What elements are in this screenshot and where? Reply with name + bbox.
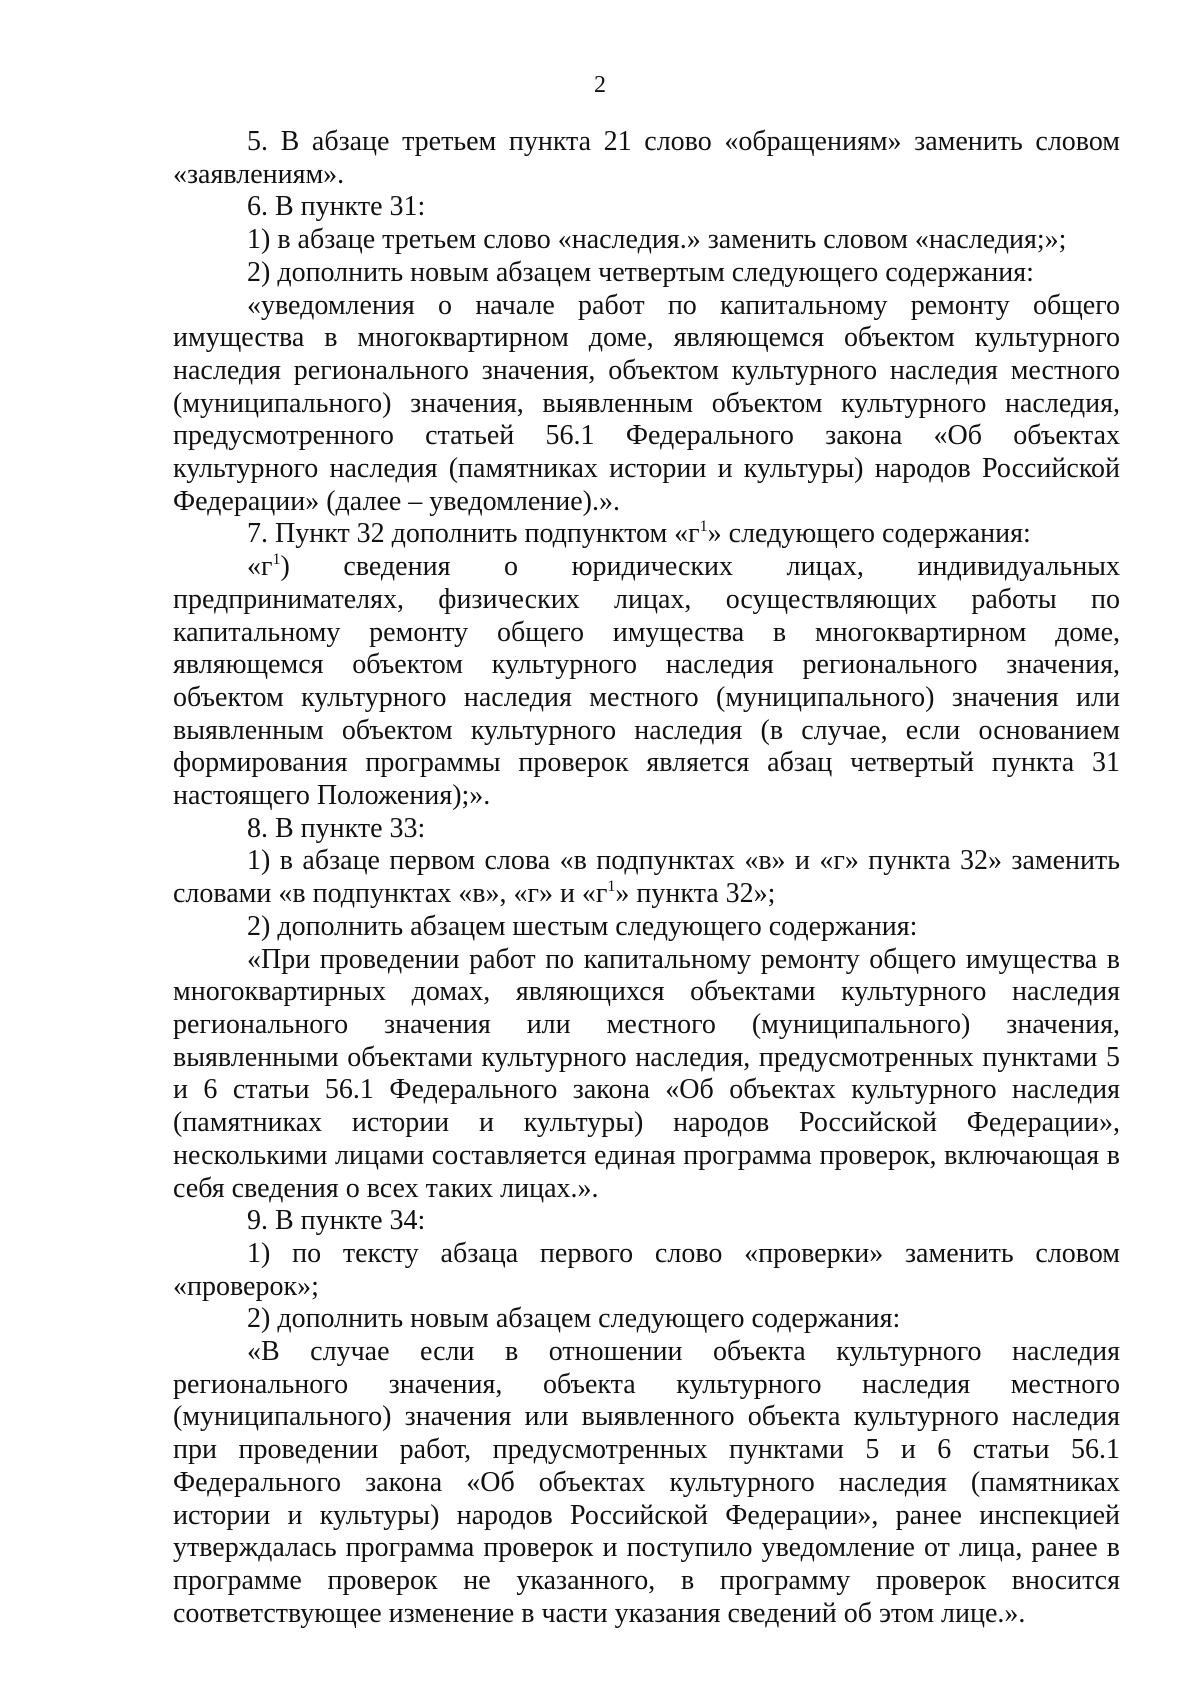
- paragraph-8-item-2: 2) дополнить абзацем шестым следующего содержания:: [247, 910, 918, 942]
- paragraph-7-quote-after: ) сведения о юридических лицах, индивидуальных предпринимателях, физических лицах, осуществляющих работы по капитальному ремонту общего имущества в многоквартирном доме, являющемся объектом культурного наследия регионального значения, объектом культурного наследия местного (муниципального) значения или выявленным объектом культурного наследия (в случае, если основанием формирования программы проверок является абзац четвертый пункта 31 настоящего Положения);».: [173, 551, 1120, 812]
- superscript-marker: 1: [699, 518, 708, 536]
- document-body: [173, 126, 1120, 1630]
- paragraph-8-quote: «При проведении работ по капитальному ремонту общего имущества в многоквартирных домах, являющихся объектами культурного наследия регионального значения или местного (муниципального) значения, выявленными объектами культурного наследия, предусмотренных пунктами 5 и 6 статьи 56.1 Федерального закона «Об объектах культурного наследия (памятниках истории и культуры) народов Российской Федерации», несколькими лицами составляется единая программа проверок, включающая в себя сведения о всех таких лицах.».: [173, 943, 1120, 1204]
- paragraph-9-item-1: 1) по тексту абзаца первого слово «проверки» заменить словом «проверок»;: [173, 1237, 1120, 1302]
- superscript-marker: 1: [272, 551, 281, 569]
- paragraph-8-item-1: [173, 845, 1120, 910]
- paragraph-9-quote: «В случае если в отношении объекта культурного наследия регионального значения, объекта культурного наследия местного (муниципального) значения или выявленного объекта культурного наследия при проведении работ, предусмотренных пунктами 5 и 6 статьи 56.1 Федерального закона «Об объектах культурного наследия (памятниках истории и культуры) народов Российской Федерации», ранее инспекцией утверждалась программа проверок и поступило уведомление от лица, ранее в программе проверок не указанного, в программу проверок вносится соответствующее изменение в части указания сведений об этом лице.».: [173, 1336, 1120, 1629]
- paragraph-7-quote: [173, 551, 1120, 813]
- paragraph-5: 5. В абзаце третьем пункта 21 слово «обращениям» заменить словом «заявлениям».: [173, 126, 1120, 190]
- paragraph-7-text-before: 7. Пункт 32 дополнить подпунктом «г: [247, 518, 700, 550]
- paragraph-8-heading: 8. В пункте 33:: [247, 812, 426, 844]
- paragraph-7-quote-before: «г: [247, 551, 273, 583]
- paragraph-9-item-2: 2) дополнить новым абзацем следующего содержания:: [247, 1303, 901, 1335]
- paragraph-6-item-1: 1) в абзаце третьем слово «наследия.» заменить словом «наследия;»;: [247, 224, 1067, 256]
- page-number: 2: [594, 72, 606, 98]
- paragraph-9-heading: 9. В пункте 34:: [247, 1205, 426, 1237]
- paragraph-6-heading: 6. В пункте 31:: [247, 191, 426, 223]
- superscript-marker: 1: [607, 878, 616, 896]
- paragraph-6-item-2: 2) дополнить новым абзацем четвертым следующего содержания:: [247, 256, 1034, 288]
- paragraph-6-quote: «уведомления о начале работ по капитальному ремонту общего имущества в многоквартирном доме, являющемся объектом культурного наследия регионального значения, объектом культурного наследия местного (муниципального) значения, выявленным объектом культурного наследия, предусмотренного статьей 56.1 Федерального закона «Об объектах культурного наследия (памятниках истории и культуры) народов Российской Федерации» (далее – уведомление).».: [173, 289, 1120, 517]
- paragraph-7: [173, 518, 1120, 551]
- paragraph-8-item-1-after: » пункта 32»;: [615, 878, 776, 910]
- paragraph-8-item-1-before: 1) в абзаце первом слова «в подпунктах «в» и «г» пункта 32» заменить словами «в подпунктах «в», «г» и «г: [173, 845, 1120, 910]
- paragraph-7-text-after: » следующего содержания:: [707, 518, 1031, 550]
